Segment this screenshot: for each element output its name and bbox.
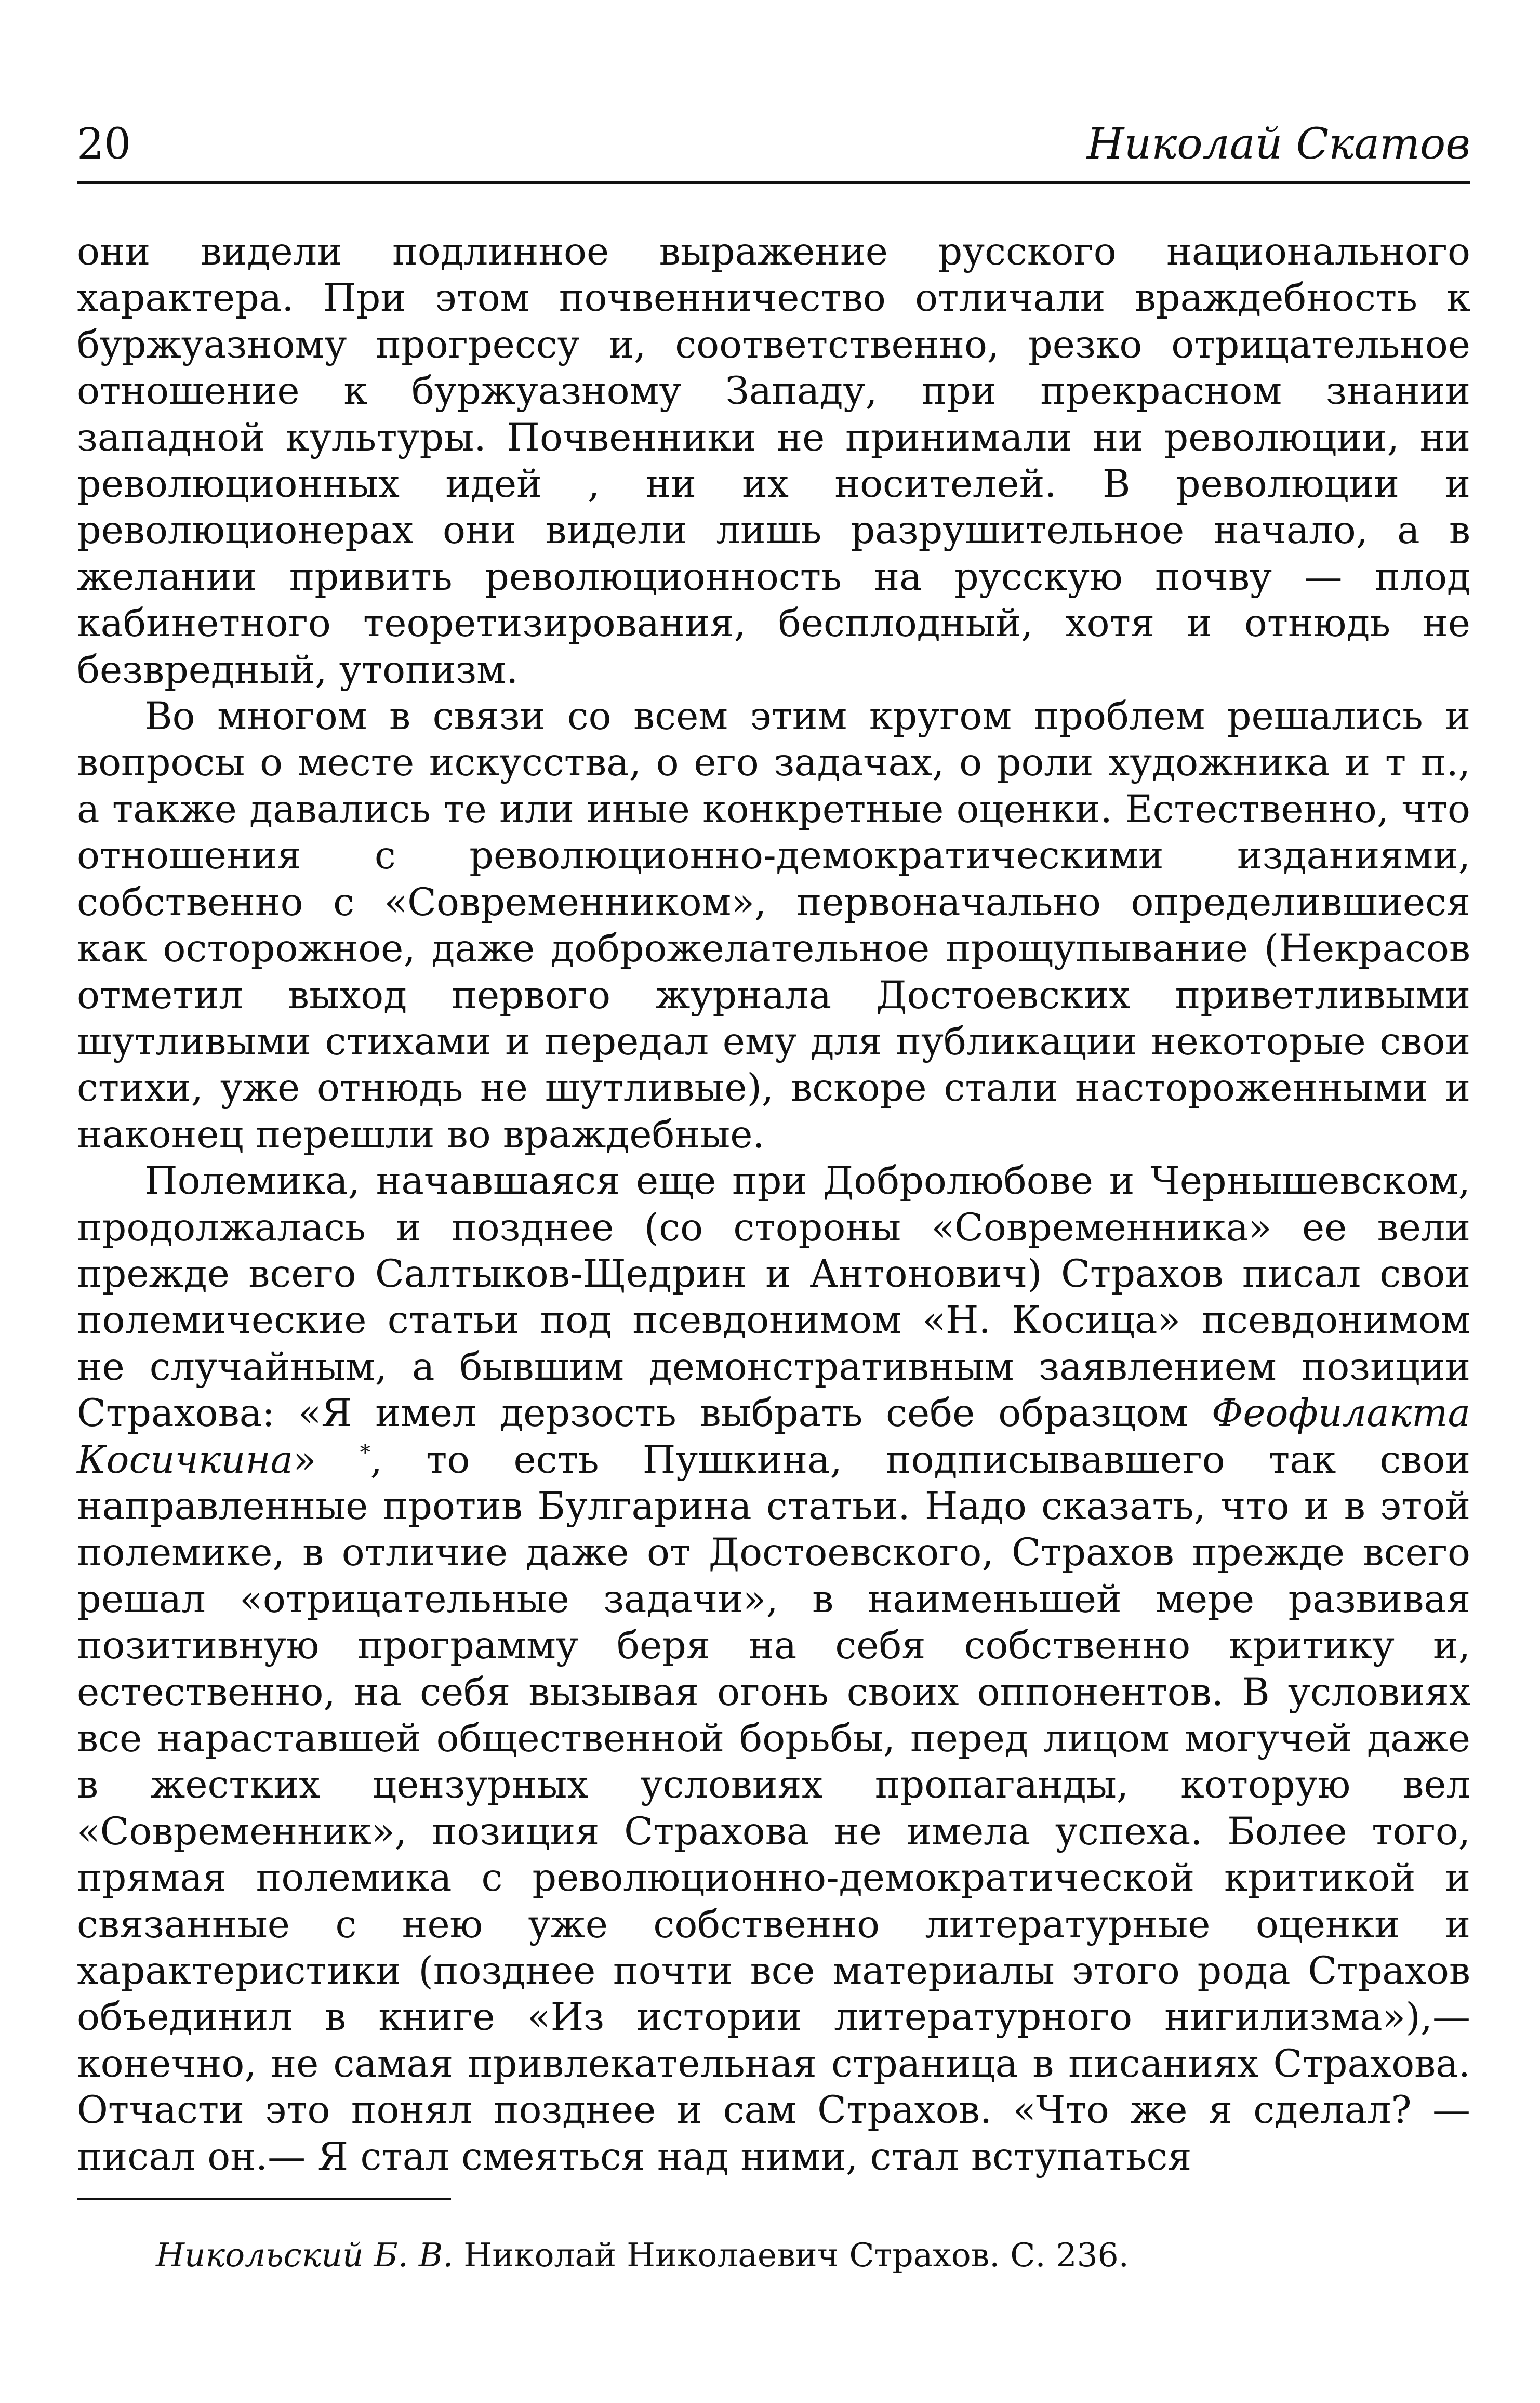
paragraph-2: Во многом в связи со всем этим кругом проблем решались и вопросы о месте искусства, о его задачах, о роли художника и т п., а также давались те или иные конкретные оценки. Естественно, что отношения с революционно-демократическими изданиями, собственно с «Современником», первоначально определившиеся как осторожное, даже доброжелательное прощупывание (Некрасов отметил выход первого журнала Достоевских приветливыми шутливыми стихами и передал ему для публикации некоторые свои стихи, уже отнюдь не шутливые), вскоре стали настороженными и наконец перешли во враждебные. [77,694,1470,1157]
running-head [77,118,1470,176]
italic-name: Феофилакта Косичкина [77,1391,1470,1482]
page-number: 20 [77,120,131,169]
header-rule [77,181,1470,184]
paragraph-1: они видели подлинное выражение русского национального характера. При этом почвенничество отличали враждебность к буржуазному прогрессу и, соответственно, резко отрицательное отношение к буржуазному Западу, при прекрасном знании западной культуры. Почвенники не принимали ни революции, ни революционных идей , ни их носителей. В революции и революционерах они видели лишь разрушительное начало, а в желании привить революционность на русскую почву — плод кабинетного теоретизирования, бесплодный, хотя и отнюдь не безвредный, утопизм. [77,230,1470,692]
footnote-author: Никольский Б. В. [156,2236,454,2274]
footnote-marker: * [360,1441,370,1465]
quote-close: » [293,1437,360,1482]
body-text [77,229,1470,2180]
running-title: Николай Скатов [1086,120,1470,169]
paragraph-3 [77,1158,1470,2180]
paragraph-3-part-a: Полемика, начавшаяся еще при Добролюбове и Чернышевском, продолжалась и позднее (со стороны «Современника» ее вели прежде всего Салтыков-Щедрин и Антонович) Страхов писал свои полемические статьи под псевдонимом «Н. Косица» псевдонимом не случайным, а бывшим демонстративным заявлением позиции Страхова: «Я имел дерзость выбрать себе образцом [77,1159,1470,1436]
footnote-text: Николай Николаевич Страхов. С. 236. [453,2236,1129,2274]
paragraph-3-part-c: , то есть Пушкина, подписывавшего так свои направленные против Булгарина статьи. Надо сказать, что и в этой полемике, в отличие даже от Достоевского, Страхов прежде всего решал «отрицательные задачи», в наименьшей мере развивая позитивную программу беря на себя собственно критику и, естественно, на себя вызывая огонь своих оппонентов. В условиях все нараставшей общественной борьбы, перед лицом могучей даже в жестких цензурных условиях пропаганды, которую вел «Современник», позиция Страхова не имела успеха. Более того, прямая полемика с революционно-демократической критикой и связанные с нею уже собственно литературные оценки и характеристики (позднее почти все материалы этого рода Страхов объединил в книге «Из истории литературного нигилизма»),— конечно, не самая привлекательная страница в писаниях Страхова. Отчасти это понял позднее и сам Страхов. «Что же я сделал? — писал он.— Я стал смеяться над ними, стал вступаться [77,1437,1470,2179]
footnote-rule [77,2198,451,2200]
footnote [156,2235,1455,2276]
